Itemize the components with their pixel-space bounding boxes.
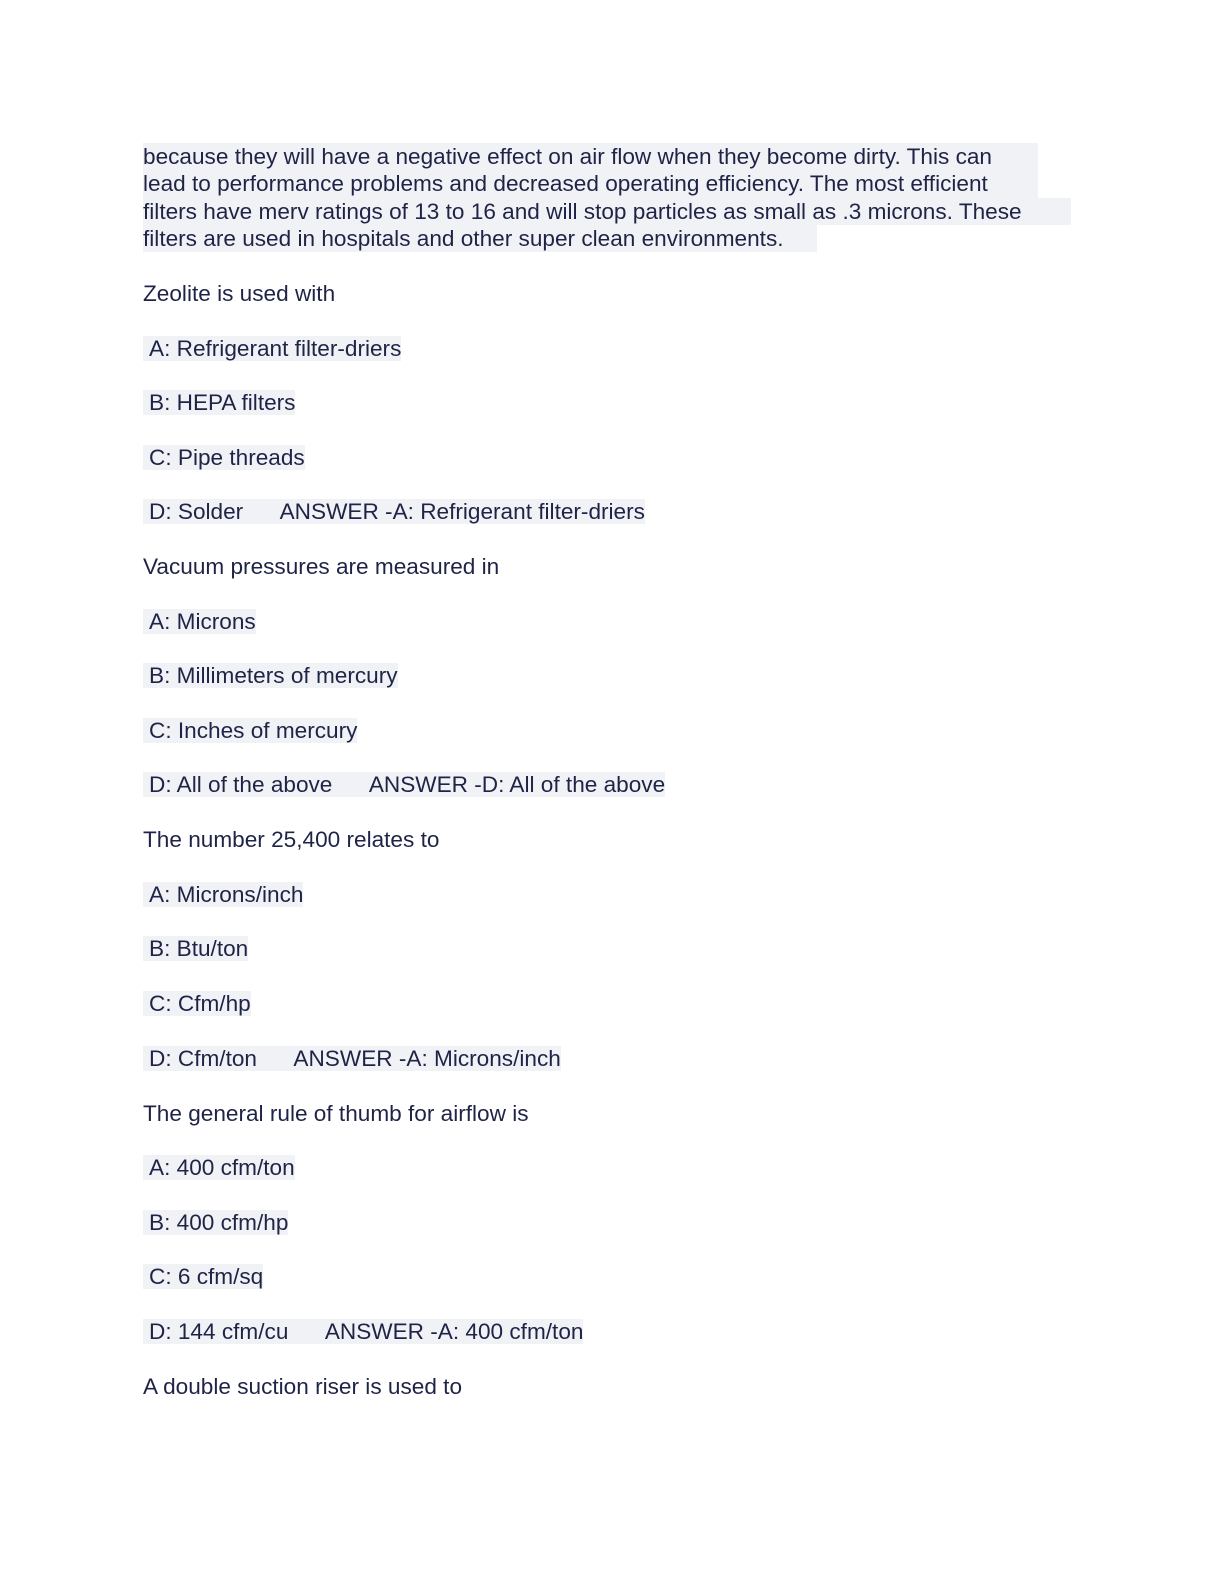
question-text: Vacuum pressures are measured in [143, 554, 500, 579]
answer-key: ANSWER -A: Microns/inch [293, 1046, 561, 1071]
question-text: Zeolite is used with [143, 281, 336, 306]
answer-option: C: Cfm/hp [143, 991, 251, 1016]
answer-option: A: Microns [143, 609, 256, 634]
option-with-answer [143, 1319, 583, 1344]
answer-key: ANSWER -A: Refrigerant filter-driers [279, 499, 645, 524]
answer-option: C: 6 cfm/sq [143, 1264, 263, 1289]
intro-line: because they will have a negative effect on air flow when they become dirty. This can [143, 143, 1038, 170]
answer-option: D: Cfm/ton [149, 1046, 257, 1071]
intro-line: lead to performance problems and decreased operating efficiency. The most efficient [143, 170, 1038, 197]
answer-option: A: Refrigerant filter-driers [143, 336, 401, 361]
option-with-answer [143, 772, 665, 797]
intro-line: filters have merv ratings of 13 to 16 and will stop particles as small as .3 microns. These [143, 198, 1071, 225]
answer-option: B: HEPA filters [143, 390, 295, 415]
option-with-answer [143, 1046, 561, 1071]
answer-option: D: Solder [149, 499, 244, 524]
answer-option: C: Inches of mercury [143, 718, 357, 743]
answer-key: ANSWER -D: All of the above [368, 772, 666, 797]
answer-option: B: 400 cfm/hp [143, 1210, 288, 1235]
question-text: The number 25,400 relates to [143, 827, 440, 852]
answer-option: D: All of the above [149, 772, 333, 797]
intro-paragraph [143, 143, 1083, 252]
answer-option: B: Millimeters of mercury [143, 663, 398, 688]
question-text: A double suction riser is used to [143, 1374, 463, 1399]
answer-option: C: Pipe threads [143, 445, 305, 470]
answer-option: A: 400 cfm/ton [143, 1155, 295, 1180]
answer-option: A: Microns/inch [143, 882, 303, 907]
answer-key: ANSWER -A: 400 cfm/ton [324, 1319, 584, 1344]
answer-option: B: Btu/ton [143, 936, 248, 961]
answer-option: D: 144 cfm/cu [149, 1319, 289, 1344]
question-text: The general rule of thumb for airflow is [143, 1101, 529, 1126]
option-with-answer [143, 499, 645, 524]
intro-line: filters are used in hospitals and other super clean environments. [143, 225, 817, 252]
